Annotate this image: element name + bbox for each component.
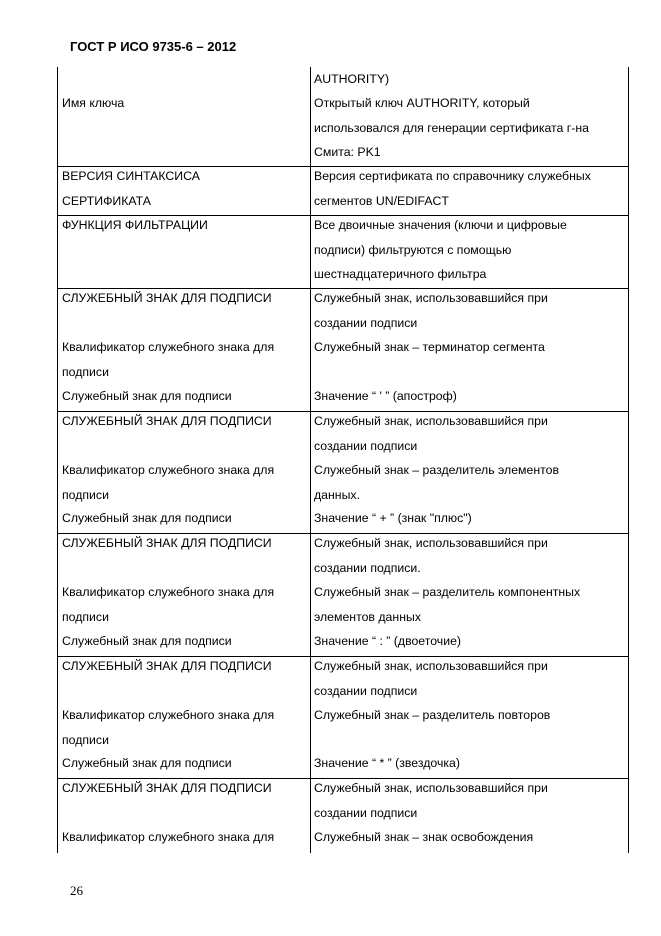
description-cell: Служебный знак – разделитель компонентных элементов данных xyxy=(314,585,581,624)
term-cell: СЛУЖЕБНЫЙ ЗНАК ДЛЯ ПОДПИСИ xyxy=(62,659,272,673)
term-cell: СЛУЖЕБНЫЙ ЗНАК ДЛЯ ПОДПИСИ xyxy=(62,291,272,305)
term-cell: Квалификатор служебного знака для подписи xyxy=(62,708,275,747)
term-cell: ВЕРСИЯ СИНТАКСИСА СЕРТИФИКАТА xyxy=(62,169,200,208)
description-cell: Служебный знак, использовавшийся при создании подписи xyxy=(314,414,548,453)
description-cell: AUTHORITY) xyxy=(314,72,390,86)
term-cell: Имя ключа xyxy=(62,96,125,110)
term-cell: Квалификатор служебного знака для подписи xyxy=(62,340,275,379)
term-cell: СЛУЖЕБНЫЙ ЗНАК ДЛЯ ПОДПИСИ xyxy=(62,414,272,428)
description-cell: Служебный знак, использовавшийся при создании подписи xyxy=(314,659,548,698)
description-cell: Служебный знак, использовавшийся при создании подписи xyxy=(314,291,548,330)
column-divider xyxy=(310,67,311,853)
description-cell: Все двоичные значения (ключи и цифровые подписи) фильтруются с помощью шестнадцатеричного фильтра xyxy=(314,218,567,281)
description-cell: Значение “ * ” (звездочка) xyxy=(314,756,460,770)
description-cell: Служебный знак – терминатор сегмента xyxy=(314,340,545,354)
description-cell: Значение “ + ” (знак "плюс") xyxy=(314,511,472,525)
term-cell: Служебный знак для подписи xyxy=(62,511,232,525)
definitions-table xyxy=(57,67,629,853)
description-cell: Версия сертификата по справочнику служебных сегментов UN/EDIFACT xyxy=(314,169,591,208)
description-cell: Служебный знак, использовавшийся при создании подписи. xyxy=(314,536,548,575)
description-cell: Служебный знак – знак освобождения xyxy=(314,830,534,844)
description-cell: Значение “ ' ” (апостроф) xyxy=(314,389,457,403)
page-number: 26 xyxy=(70,883,83,898)
term-cell: СЛУЖЕБНЫЙ ЗНАК ДЛЯ ПОДПИСИ xyxy=(62,536,272,550)
term-cell: Служебный знак для подписи xyxy=(62,756,232,770)
description-cell: Служебный знак – разделитель элементов данных. xyxy=(314,463,559,502)
term-cell: Служебный знак для подписи xyxy=(62,634,232,648)
term-cell: Квалификатор служебного знака для подписи xyxy=(62,585,275,624)
description-cell: Служебный знак, использовавшийся при создании подписи xyxy=(314,781,548,820)
term-cell: СЛУЖЕБНЫЙ ЗНАК ДЛЯ ПОДПИСИ xyxy=(62,781,272,795)
term-cell: Квалификатор служебного знака для подписи xyxy=(62,463,275,502)
description-cell: Служебный знак – разделитель повторов xyxy=(314,708,551,722)
document-header: ГОСТ Р ИСО 9735-6 – 2012 xyxy=(70,39,237,54)
description-cell: Открытый ключ AUTHORITY, который использовался для генерации сертификата г-на Смита: PK1 xyxy=(314,96,590,159)
term-cell: ФУНКЦИЯ ФИЛЬТРАЦИИ xyxy=(62,218,208,232)
term-cell: Квалификатор служебного знака для xyxy=(62,830,275,844)
term-cell: Служебный знак для подписи xyxy=(62,389,232,403)
description-cell: Значение “ : ” (двоеточие) xyxy=(314,634,462,648)
